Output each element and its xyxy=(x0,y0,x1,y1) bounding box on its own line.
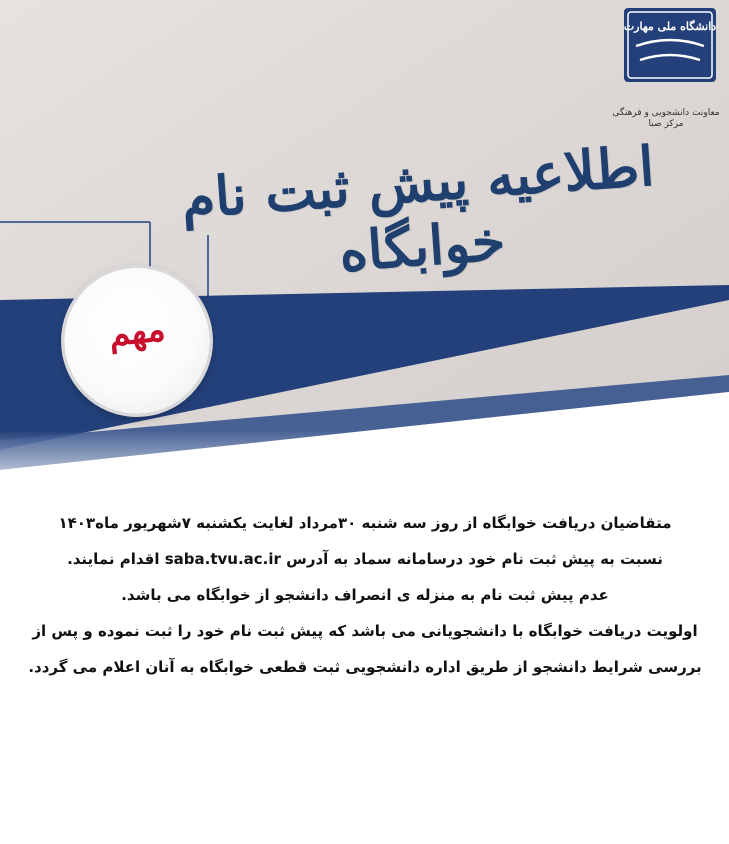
body-line: متقاضیان دریافت خوابگاه از روز سه شنبه ۳۰مرداد لغایت یکشنبه ۷شهریور ماه۱۴۰۳ xyxy=(58,514,672,532)
important-badge xyxy=(64,268,210,414)
body-line: نسبت به پیش ثبت نام خود درسامانه سماد به آدرس saba.tvu.ac.ir اقدام نمایند. xyxy=(67,550,663,568)
body-line: اولویت دریافت خوابگاه با دانشجویانی می باشد که پیش ثبت نام خود را ثبت نموده و پس از xyxy=(32,622,698,640)
logo-subtitle xyxy=(612,108,720,130)
important-badge-label: مهم xyxy=(106,309,168,355)
bottom-fade xyxy=(0,430,729,500)
body-line: عدم پیش ثبت نام به منزله ی انصراف دانشجو از خوابگاه می باشد. xyxy=(121,586,609,604)
logo-subtitle-line1: معاونت دانشجویی و فرهنگی xyxy=(612,108,720,118)
logo-text: دانشگاه ملی مهارت xyxy=(623,20,717,33)
page-title: اطلاعیه پیش ثبت نام خوابگاه xyxy=(179,133,657,284)
body-line: بررسی شرایط دانشجو از طریق اداره دانشجویی ثبت قطعی خوابگاه به آنان اعلام می گردد. xyxy=(28,658,702,676)
logo-subtitle-line2: مرکز صبا xyxy=(648,119,684,129)
announcement-body xyxy=(20,505,710,685)
university-logo xyxy=(622,6,718,84)
